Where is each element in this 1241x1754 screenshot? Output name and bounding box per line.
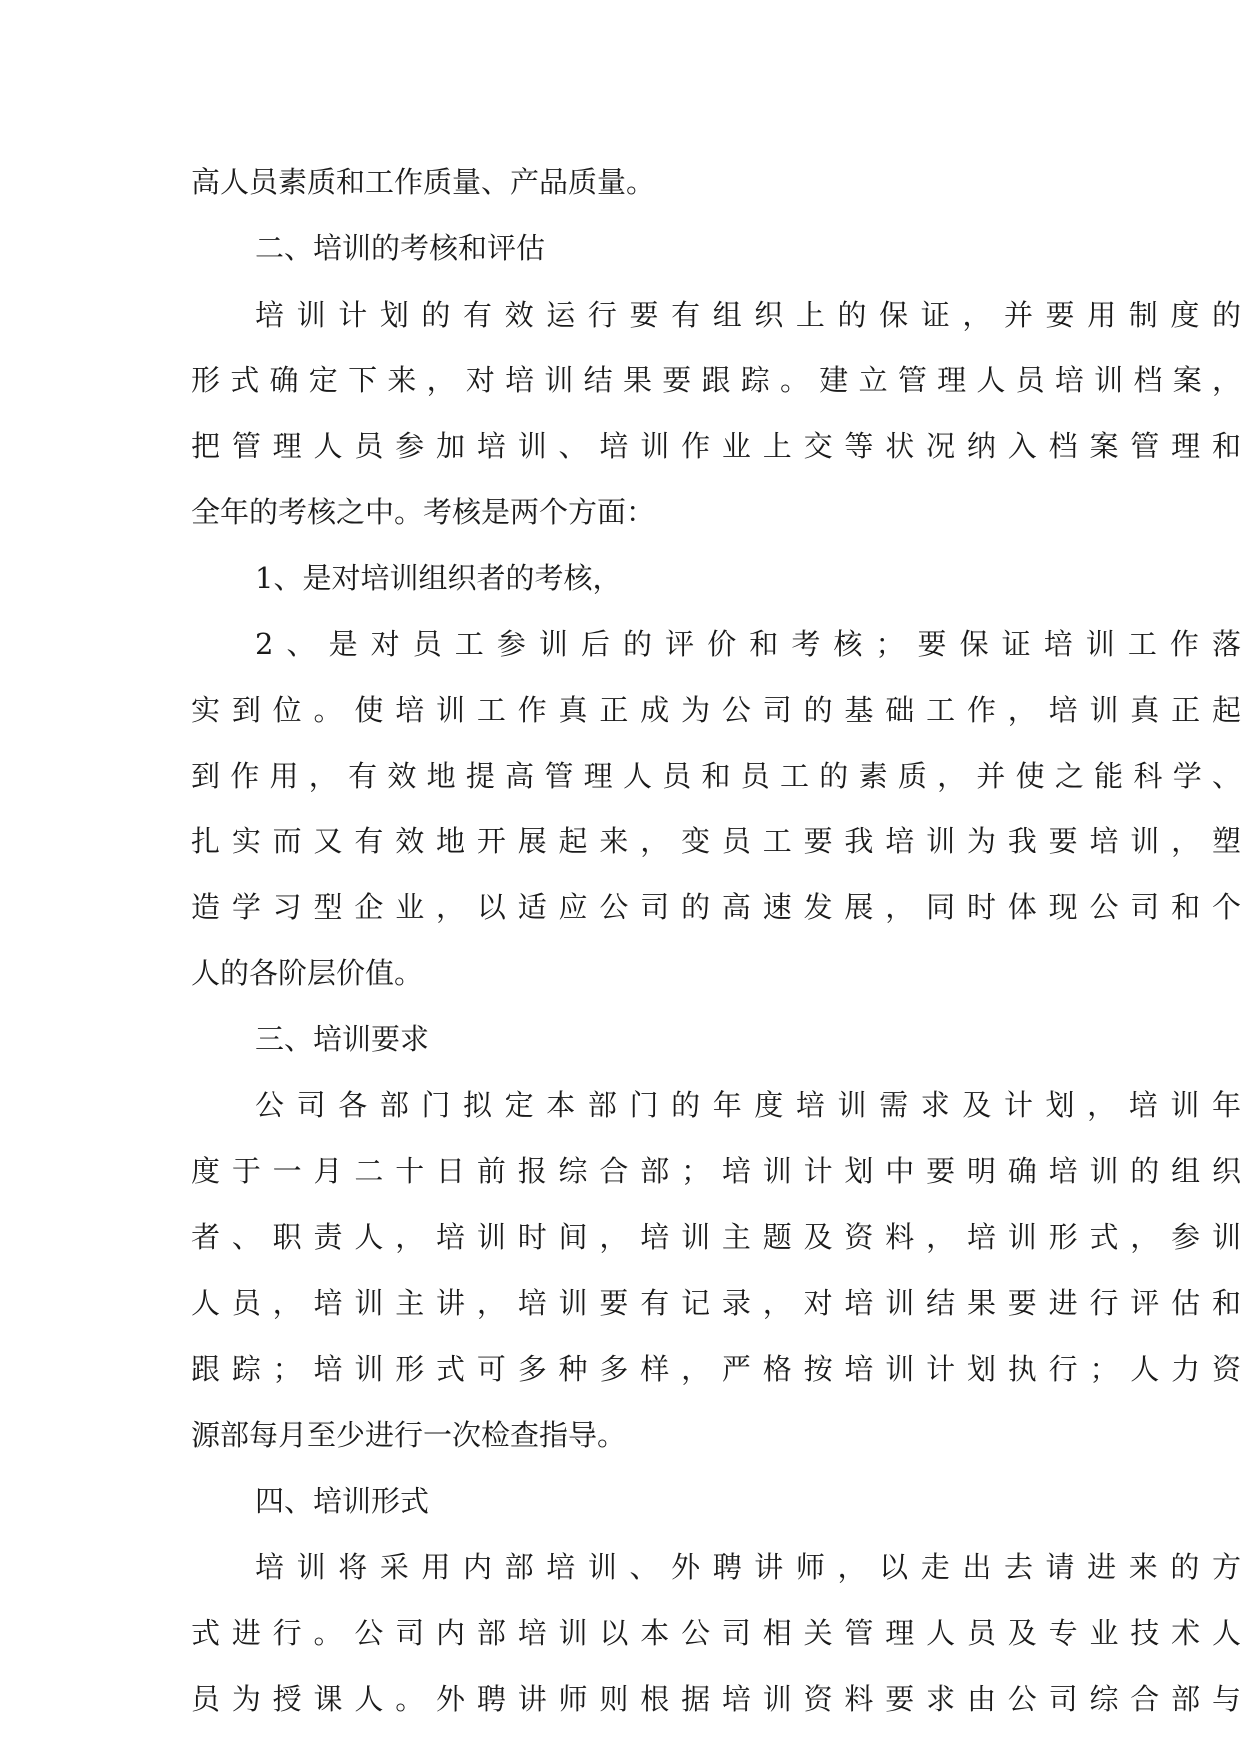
paragraph-line: 人员，培训主讲，培训要有记录，对培训结果要进行评估和 (191, 1286, 1241, 1320)
paragraph-line: 源部每月至少进行一次检查指导。 (191, 1418, 627, 1452)
list-item: 1、是对培训组织者的考核， (255, 561, 622, 595)
paragraph-line: 把管理人员参加培训、培训作业上交等状况纳入档案管理和 (191, 429, 1241, 463)
list-item: 2、是对员工参训后的评价和考核；要保证培训工作落 (255, 627, 1241, 661)
paragraph-line: 培训将采用内部培训、外聘讲师，以走出去请进来的方 (255, 1550, 1241, 1584)
paragraph-line: 式进行。公司内部培训以本公司相关管理人员及专业技术人 (191, 1616, 1241, 1650)
paragraph-line: 人的各阶层价值。 (191, 956, 424, 990)
paragraph-line: 实到位。使培训工作真正成为公司的基础工作，培训真正起 (191, 693, 1241, 727)
paragraph-line: 跟踪；培训形式可多种多样，严格按培训计划执行；人力资 (191, 1352, 1241, 1386)
paragraph-line: 度于一月二十日前报综合部；培训计划中要明确培训的组织 (191, 1154, 1241, 1188)
paragraph-line: 扎实而又有效地开展起来，变员工要我培训为我要培训，塑 (191, 824, 1241, 858)
paragraph-line: 员为授课人。外聘讲师则根据培训资料要求由公司综合部与 (191, 1682, 1241, 1716)
paragraph-line: 造学习型企业，以适应公司的高速发展，同时体现公司和个 (191, 890, 1241, 924)
paragraph-line: 形式确定下来，对培训结果要跟踪。建立管理人员培训档案， (191, 363, 1241, 397)
section-heading: 三、培训要求 (255, 1022, 430, 1056)
paragraph-line: 公司各部门拟定本部门的年度培训需求及计划，培训年 (255, 1088, 1241, 1122)
paragraph-line: 培训计划的有效运行要有组织上的保证，并要用制度的 (255, 298, 1241, 332)
paragraph-line: 全年的考核之中。考核是两个方面： (191, 495, 656, 529)
section-heading: 四、培训形式 (255, 1484, 430, 1518)
section-heading: 二、培训的考核和评估 (255, 231, 546, 265)
paragraph-line: 到作用，有效地提高管理人员和员工的素质，并使之能科学、 (191, 759, 1241, 793)
paragraph-line: 者、职责人，培训时间，培训主题及资料，培训形式，参训 (191, 1220, 1241, 1254)
paragraph-line: 高人员素质和工作质量、产品质量。 (191, 165, 656, 199)
